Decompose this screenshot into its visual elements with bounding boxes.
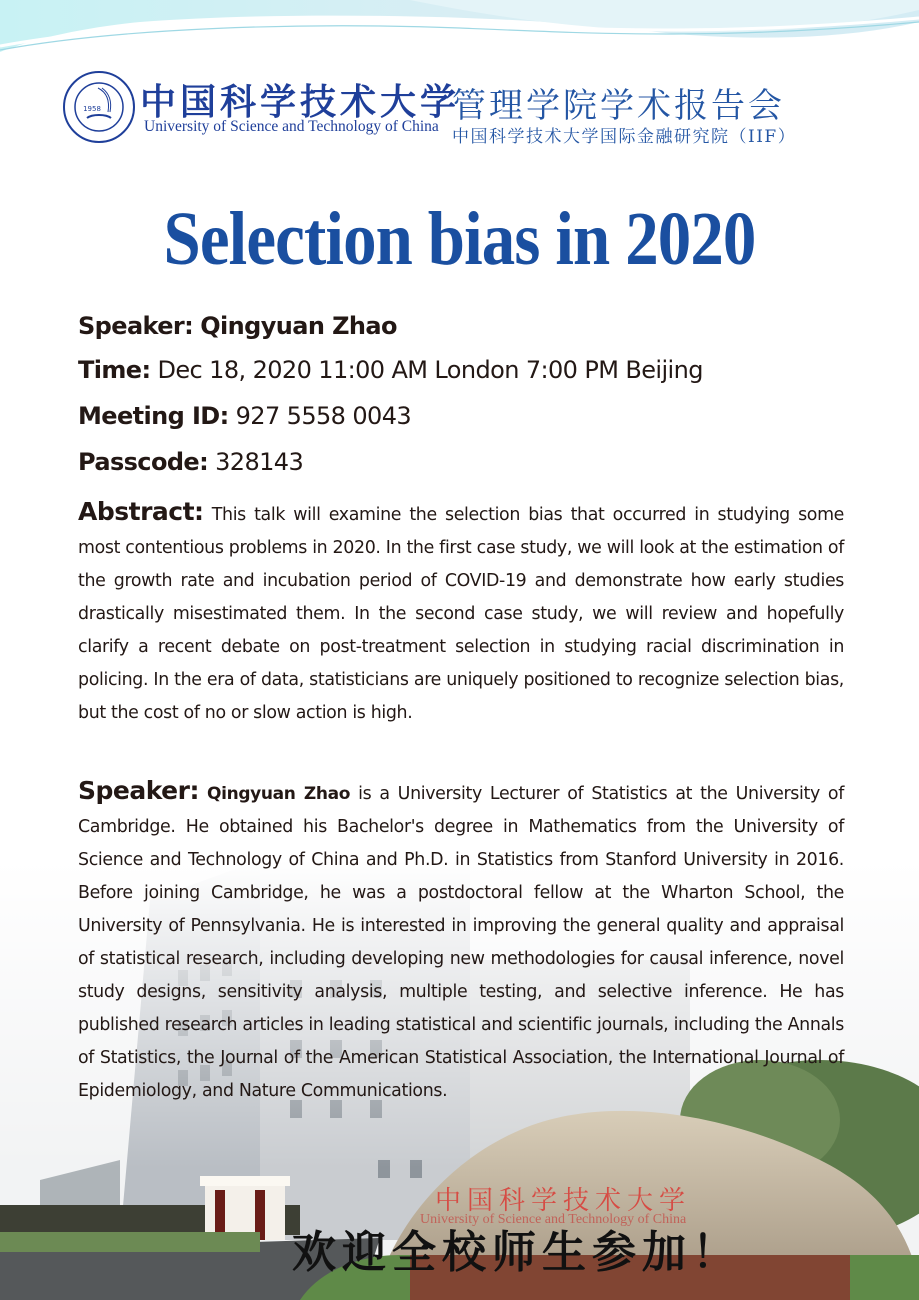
institute-name: 中国科学技术大学国际金融研究院（IIF）: [452, 127, 797, 147]
passcode-line: [78, 448, 303, 476]
bio-label: Speaker:: [78, 776, 199, 805]
time-line: [78, 356, 703, 384]
abstract-label: Abstract:: [78, 497, 204, 526]
meeting-id-label: Meeting ID:: [78, 402, 229, 430]
bio-text: is a University Lecturer of Statistics at the University of Cambridge. He obtained his Bachelor's degree in Mathematics from the University of Science and Technology of China and Ph.D. in Statistics from Stanford University in 2016. Before joining Cambridge, he was a postdoctoral fellow at the Wharton School, the University of Pennsylvania. He is interested in improving the general quality and appraisal of statistical research, including developing new methodologies for causal inference, novel study designs, sensitivity analysis, multiple testing, and selective inference. He has published research articles in leading statistical and scientific journals, including the Annals of Statistics, the Journal of the American Statistical Association, the International Journal of Epidemiology, and Nature Communications.: [78, 784, 844, 1101]
university-seal-logo: [62, 70, 136, 144]
rock-inscription-cn: 中国科学技术大学: [435, 1186, 692, 1216]
bio-paragraph: [78, 774, 844, 1108]
welcome-banner: 欢迎全校师生参加！: [292, 1227, 742, 1278]
abstract-text: This talk will examine the selection bias that occurred in studying some most contentious problems in 2020. In the first case study, we will look at the estimation of the growth rate and incubation period of COVID-19 and demonstrate how early studies drastically misestimated them. In the second case study, we will review and hopefully clarify a recent debate on post-treatment selection in studying racial discrimination in policing. In the era of data, statisticians are uniquely positioned to recognize selection bias, but the cost of no or slow action is high.: [78, 505, 845, 723]
abstract-paragraph: [78, 495, 844, 730]
seal-year: 1958: [83, 105, 101, 113]
rock-inscription-en: University of Science and Technology of China: [420, 1212, 687, 1227]
university-name-en: University of Science and Technology of China: [144, 118, 439, 135]
speaker-line: [78, 312, 397, 340]
bio-speaker-name: Qingyuan Zhao: [207, 784, 351, 804]
speaker-label: Speaker:: [78, 312, 194, 340]
speaker-value: Qingyuan Zhao: [200, 312, 397, 340]
header: [62, 68, 862, 158]
top-wave-decoration: [0, 0, 919, 70]
report-series-title: 管理学院学术报告会: [452, 86, 785, 126]
talk-title: Selection bias in 2020: [163, 197, 756, 281]
time-label: Time:: [78, 356, 151, 384]
passcode-value: 328143: [215, 448, 304, 476]
time-value: Dec 18, 2020 11:00 AM London 7:00 PM Beijing: [157, 356, 703, 384]
meeting-id-value: 927 5558 0043: [235, 402, 412, 430]
university-name-cn: 中国科学技术大学: [140, 81, 461, 123]
passcode-label: Passcode:: [78, 448, 209, 476]
meeting-id-line: [78, 402, 411, 430]
